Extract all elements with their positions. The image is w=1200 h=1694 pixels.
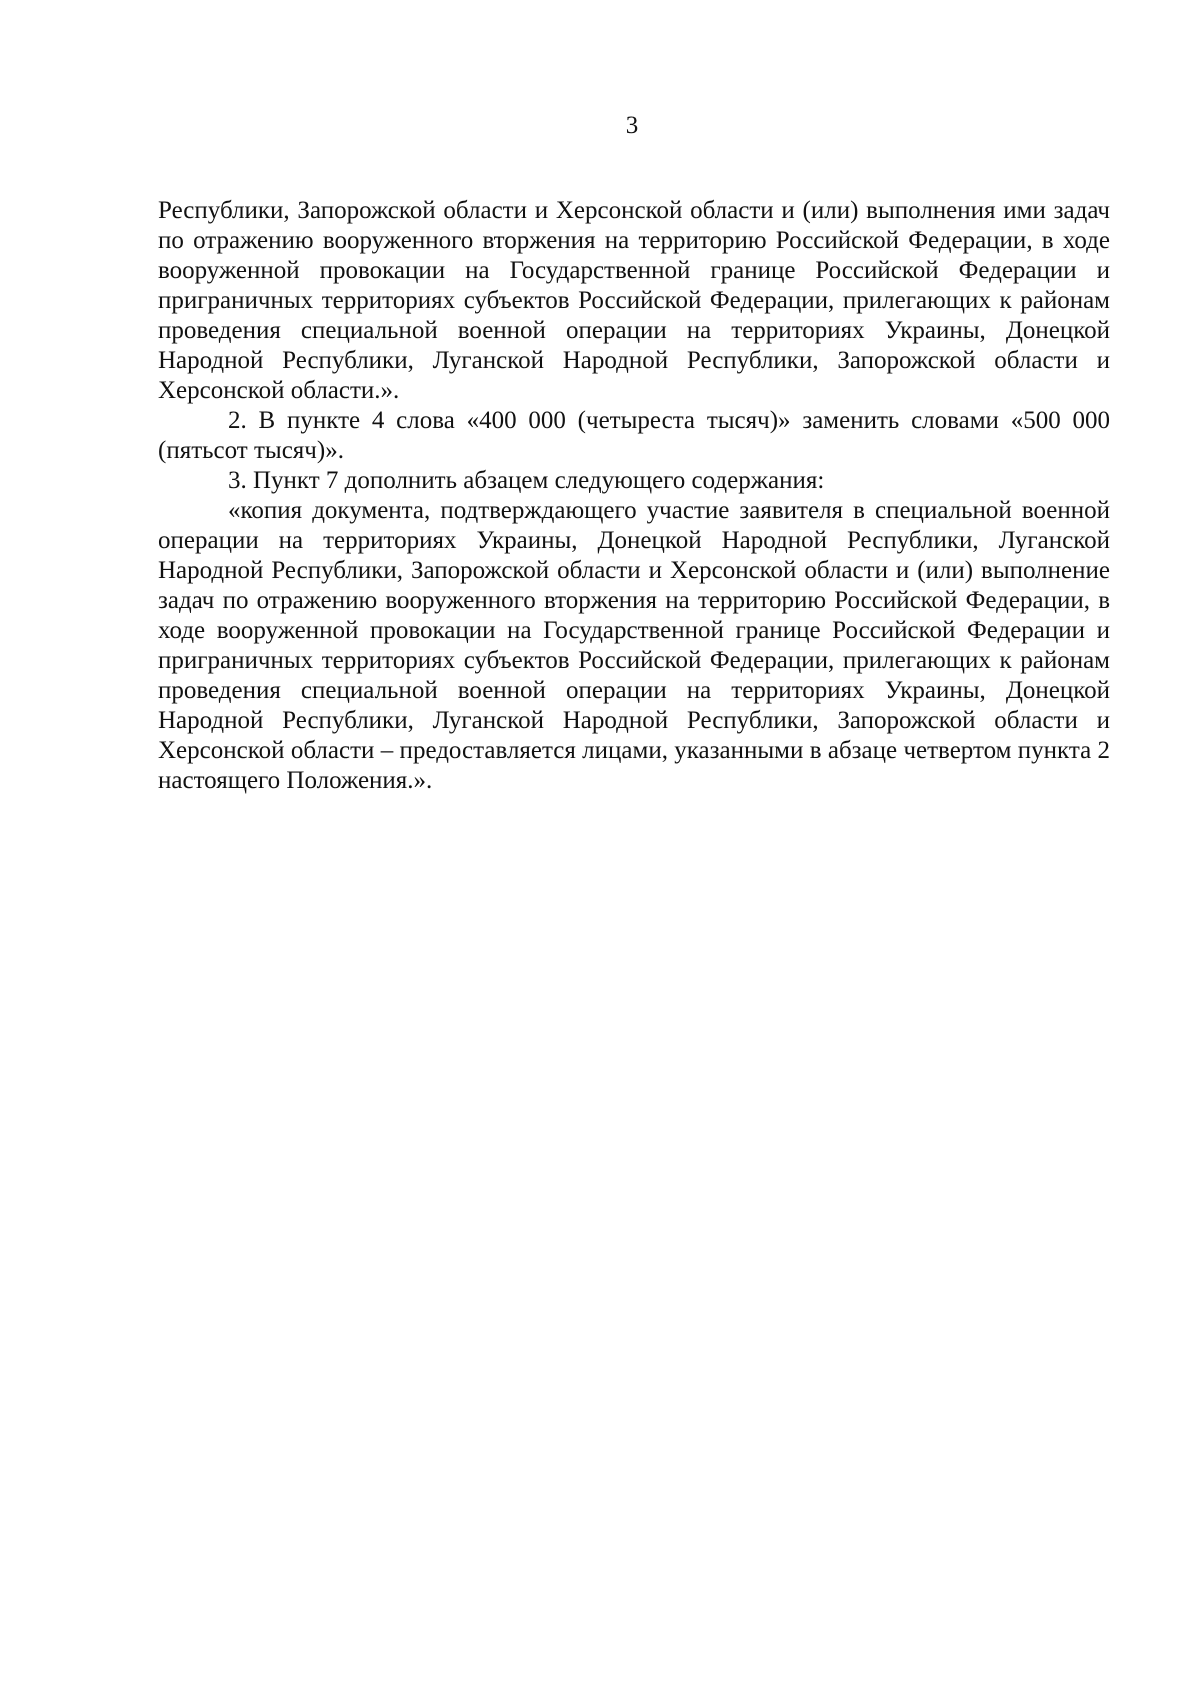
document-body <box>158 196 1110 796</box>
paragraph-item-2: 2. В пункте 4 слова «400 000 (четыреста тысяч)» заменить словами «500 000 (пятьсот тысяч)». <box>158 407 1110 464</box>
paragraph-quoted-addition: «копия документа, подтверждающего участие заявителя в специальной военной операции на территориях Украины, Донецкой Народной Республики, Луганской Народной Республики, Запорожской области и Херсонской области и (или) выполнение задач по отражению вооруженного вторжения на территорию Российской Федерации, в ходе вооруженной провокации на Государственной границе Российской Федерации и приграничных территориях субъектов Российской Федерации, прилегающих к районам проведения специальной военной операции на территориях Украины, Донецкой Народной Республики, Луганской Народной Республики, Запорожской области и Херсонской области – предоставляется лицами, указанными в абзаце четвертом пункта 2 настоящего Положения.». <box>158 497 1110 794</box>
paragraph-item-3: 3. Пункт 7 дополнить абзацем следующего содержания: <box>228 467 825 494</box>
page-number: 3 <box>625 112 639 139</box>
paragraph-continuation: Республики, Запорожской области и Херсонской области и (или) выполнения ими задач по отражению вооруженного вторжения на территорию Российской Федерации, в ходе вооруженной провокации на Государственной границе Российской Федерации и приграничных территориях субъектов Российской Федерации, прилегающих к районам проведения специальной военной операции на территориях Украины, Донецкой Народной Республики, Луганской Народной Республики, Запорожской области и Херсонской области.». <box>158 197 1110 404</box>
